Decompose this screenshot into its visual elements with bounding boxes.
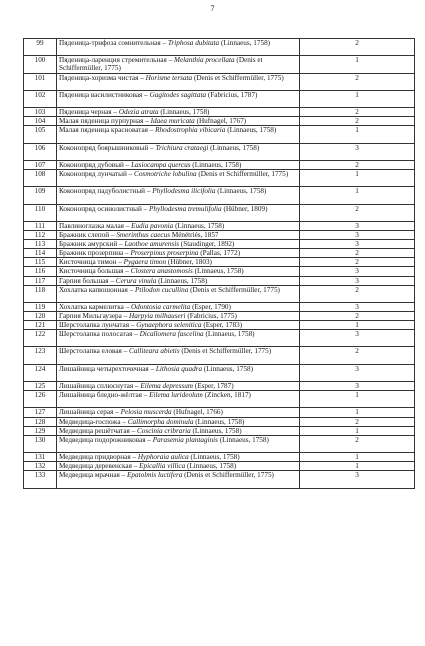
table-row [24, 347, 415, 364]
species-author: (Linnaeus, 1758) [194, 267, 244, 276]
russian-name: Коконопряд лунчатый [59, 170, 127, 179]
species-name-cell: Бражник слепой – Smerinthus caecus Ménétriés, 1857 [57, 231, 300, 240]
category-value: 2 [300, 249, 415, 258]
latin-name: Coscinia cribraria [137, 426, 191, 435]
species-author: (Linnaeus, 1758) [227, 126, 277, 135]
table-row [24, 426, 415, 435]
russian-name: Коконопряд дубовый [59, 160, 124, 169]
category-value: 3 [300, 267, 415, 276]
row-number: 116 [24, 267, 57, 276]
species-author: (Denis et Schiffermüller, 1775) [184, 471, 274, 480]
category-value: 3 [300, 231, 415, 240]
table-row [24, 435, 415, 452]
species-author: (Zincken, 1817) [204, 391, 251, 400]
latin-name: Lasiocampa quercus [131, 160, 191, 169]
category-value: 2 [300, 117, 415, 126]
russian-name: Пяденица-ларенция стремительная [59, 56, 167, 65]
species-name-cell: Коконопряд дубовый – Lasiocampa quercus (Linnaeus, 1758) [57, 160, 300, 169]
row-number: 110 [24, 204, 57, 221]
category-value: 1 [300, 90, 415, 107]
row-number: 120 [24, 312, 57, 321]
latin-name: Calliteara abietis [129, 347, 180, 356]
russian-name: Хохлатка капюшонная [59, 285, 128, 294]
row-number: 102 [24, 90, 57, 107]
table-row [24, 462, 415, 471]
russian-name: Медведица-госпожа [59, 417, 121, 426]
category-value: 1 [300, 462, 415, 471]
category-value: 2 [300, 312, 415, 321]
row-number: 105 [24, 126, 57, 143]
species-name-cell: Малая пяденица красноватая – Rhodostrophia vibicaria (Linnaeus, 1758) [57, 126, 300, 143]
table-row [24, 73, 415, 90]
row-number: 100 [24, 56, 57, 73]
table-row [24, 39, 415, 56]
species-author: (Esper, 1787) [194, 382, 234, 391]
species-author: (Hübner, 1809) [223, 204, 268, 213]
table-row [24, 417, 415, 426]
species-author: (Hufnagel, 1766) [173, 408, 223, 417]
table-row [24, 364, 415, 381]
row-number: 103 [24, 108, 57, 117]
row-number: 113 [24, 240, 57, 249]
row-number: 118 [24, 285, 57, 302]
species-name-cell: Коконопряд лунчатый – Cosmotriche lobulina (Denis et Schiffermüller, 1775) [57, 170, 300, 187]
table-row [24, 408, 415, 417]
row-number: 126 [24, 391, 57, 408]
russian-name: Коконопряд падуболистный [59, 187, 146, 196]
category-value: 1 [300, 453, 415, 462]
species-author: (Fabricius, 1775) [187, 312, 237, 320]
table-row [24, 221, 415, 230]
table-row [24, 204, 415, 221]
species-author: (Linnaeus, 1758) [195, 417, 245, 426]
row-number: 109 [24, 187, 57, 204]
russian-name: Бражник прозерпина [59, 249, 124, 258]
species-name-cell: Гарпия большая – Cerura vinula (Linnaeus, 1758) [57, 276, 300, 285]
category-value: 2 [300, 417, 415, 426]
table-row [24, 382, 415, 391]
russian-name: Павлиноглазка малая [59, 221, 124, 230]
row-number: 128 [24, 417, 57, 426]
latin-name: Ptilodon cucullina [135, 285, 189, 294]
category-value: 3 [300, 221, 415, 230]
latin-name: Lithosia quadra [155, 364, 203, 373]
category-value: 1 [300, 170, 415, 187]
table-row [24, 249, 415, 258]
russian-name: Пяденица василистниковая [59, 90, 143, 99]
species-name-cell: Коконопряд падуболистный – Phyllodesma ilicifolia (Linnaeus, 1758) [57, 187, 300, 204]
species-name-cell: Пяденица василистниковая – Gagitodes sagittata (Fabricius, 1787) [57, 90, 300, 107]
species-author: (Linnaeus, 1758) [175, 221, 225, 230]
row-number: 119 [24, 302, 57, 311]
category-value: 3 [300, 471, 415, 488]
latin-name: Harpyia milhauseri [129, 312, 186, 320]
row-number: 125 [24, 382, 57, 391]
table-row [24, 312, 415, 321]
table-row [24, 117, 415, 126]
table-row [24, 321, 415, 330]
species-name-cell: Хохлатка кармелитка – Odontosia carmelita (Esper, 1790) [57, 302, 300, 311]
species-name-cell: Кисточница большая – Clostera anastomosis (Linnaeus, 1758) [57, 267, 300, 276]
row-number: 117 [24, 276, 57, 285]
latin-name: Odontosia carmelita [130, 302, 191, 311]
species-name-cell: Шерстолапка полосатая – Dicallomera fascelina (Linnaeus, 1758) [57, 330, 300, 347]
russian-name: Коконопряд осинолистный [59, 204, 142, 213]
species-name-cell: Лишайница бледно-жёлтая – Eilema lurideolum (Zincken, 1817) [57, 391, 300, 408]
latin-name: Proserpinus proserpina [130, 249, 199, 258]
species-name-cell: Бражник прозерпина – Proserpinus proserpina (Pallas, 1772) [57, 249, 300, 258]
category-value: 3 [300, 364, 415, 381]
row-number: 124 [24, 364, 57, 381]
table-row [24, 143, 415, 160]
species-author: (Linnaeus, 1758) [192, 160, 242, 169]
row-number: 131 [24, 453, 57, 462]
latin-name: Eudia pavonia [131, 221, 174, 230]
row-number: 129 [24, 426, 57, 435]
category-value: 2 [300, 285, 415, 302]
russian-name: Шерстолапка еловая [59, 347, 122, 356]
latin-name: Melanthia procellata [174, 56, 235, 65]
category-value: 1 [300, 56, 415, 73]
species-name-cell: Медведица-госпожа – Callimorpha dominula (Linnaeus, 1758) [57, 417, 300, 426]
species-author: (Esper, 1790) [192, 302, 231, 311]
species-author: (Esper, 1783) [203, 321, 243, 330]
russian-name: Шерстолапка лунчатая [59, 321, 130, 330]
latin-name: Rhodostrophia vibicaria [155, 126, 226, 135]
latin-name: Eilema lurideolum [149, 391, 203, 400]
latin-name: Cosmotriche lobulina [134, 170, 197, 179]
category-value: 2 [300, 73, 415, 90]
latin-name: Pelosia muscerda [120, 408, 172, 417]
table-row [24, 126, 415, 143]
page-number: 7 [210, 4, 215, 13]
category-value: 1 [300, 187, 415, 204]
species-name-cell: Медведица деревенская – Epicallia villica (Linnaeus, 1758) [57, 462, 300, 471]
species-author: (Linnaeus, 1758) [187, 462, 237, 471]
table-row [24, 267, 415, 276]
russian-name: Пяденица-трифоза сомнительная [59, 39, 161, 47]
latin-name: Eilema depressum [140, 382, 193, 391]
latin-name: Trichiura crataegi [155, 143, 209, 152]
species-author: (Linnaeus, 1758) [217, 187, 267, 196]
latin-name: Epicallia villica [139, 462, 186, 471]
row-number: 107 [24, 160, 57, 169]
category-value: 2 [300, 160, 415, 169]
species-table [23, 38, 415, 489]
latin-name: Phyllodesma tremulifolia [149, 204, 222, 213]
russian-name: Шерстолапка полосатая [59, 330, 133, 339]
latin-name: Horisme tersata [145, 73, 193, 82]
species-author: (Linnaeus, 1758) [219, 435, 269, 444]
latin-name: Phyllodesma ilicifolia [152, 187, 216, 196]
russian-name: Медведица мрачная [59, 471, 120, 480]
category-value: 2 [300, 204, 415, 221]
latin-name: Smerinthus caecus [116, 231, 171, 240]
category-value: 2 [300, 347, 415, 364]
table-row [24, 285, 415, 302]
species-name-cell: Лишайница серая – Pelosia muscerda (Hufnagel, 1766) [57, 408, 300, 417]
russian-name: Кисточница тимон [59, 258, 117, 267]
species-name-cell: Медведица решётчатая – Coscinia cribraria (Linnaeus, 1758) [57, 426, 300, 435]
row-number: 122 [24, 330, 57, 347]
category-value: 1 [300, 391, 415, 408]
species-author: (Linnaeus, 1758) [203, 364, 253, 373]
species-author: (Hübner, 1803) [167, 258, 212, 267]
species-author: (Linnaeus, 1758) [160, 108, 210, 117]
table-row [24, 187, 415, 204]
row-number: 112 [24, 231, 57, 240]
latin-name: Dicallomera fascelina [139, 330, 204, 339]
latin-name: Cerura vinula [115, 276, 157, 285]
species-author: (Staudinger, 1892) [180, 240, 235, 249]
russian-name: Медведица придворная [59, 453, 131, 462]
category-value: 3 [300, 330, 415, 347]
species-author: (Denis et Schiffermüller, 1775) [198, 170, 289, 179]
species-name-cell: Пяденица-трифоза сомнительная – Triphosa dubitata (Linnaeus, 1758) [57, 39, 300, 56]
row-number: 114 [24, 249, 57, 258]
table-row [24, 330, 415, 347]
species-name-cell: Пяденица черная – Odezia atrata (Linnaeus, 1758) [57, 108, 300, 117]
russian-name: Лишайница сплюснутая [59, 382, 134, 391]
species-name-cell: Пяденица-ларенция стремительная – Melanthia procellata (Denis et Schiffermüller, 1775) [57, 56, 300, 73]
category-value: 1 [300, 408, 415, 417]
species-author: (Fabricius, 1787) [207, 90, 258, 99]
table-row [24, 108, 415, 117]
species-author: Ménétriés, 1857 [171, 231, 219, 240]
table-row [24, 231, 415, 240]
category-value: 1 [300, 126, 415, 143]
category-value: 3 [300, 143, 415, 160]
russian-name: Лишайница бледно-жёлтая [59, 391, 142, 400]
table-row [24, 391, 415, 408]
category-value: 3 [300, 382, 415, 391]
row-number: 132 [24, 462, 57, 471]
latin-name: Parasemia plantaginis [152, 435, 218, 444]
species-author: (Linnaeus, 1758) [158, 276, 208, 285]
latin-name: Idaea muricata [150, 117, 195, 126]
russian-name: Гарпия большая [59, 276, 109, 285]
russian-name: Хохлатка кармелитка [59, 302, 124, 311]
row-number: 108 [24, 170, 57, 187]
species-table-body [24, 39, 415, 489]
species-name-cell: Малая пяденица пурпурная – Idaea muricata (Hufnagel, 1767) [57, 117, 300, 126]
latin-name: Clostera anastomosis [130, 267, 193, 276]
species-name-cell: Гарпия Мильгаузера – Harpyia milhauseri (Fabricius, 1775) [57, 312, 300, 321]
category-value: 2 [300, 39, 415, 56]
species-name-cell: Пяденица-хоризма чистая – Horisme tersata (Denis et Schiffermüller, 1775) [57, 73, 300, 90]
russian-name: Медведица решётчатая [59, 426, 130, 435]
species-name-cell: Шерстолапка еловая – Calliteara abietis (Denis et Schiffermüller, 1775) [57, 347, 300, 364]
category-value: 2 [300, 258, 415, 267]
species-author: (Denis et Schiffermüller, 1775) [181, 347, 272, 356]
table-row [24, 276, 415, 285]
latin-name: Pygaera timon [123, 258, 167, 267]
russian-name: Пяденица черная [59, 108, 112, 117]
table-row [24, 240, 415, 249]
table-row [24, 160, 415, 169]
latin-name: Triphosa dubitata [167, 39, 220, 47]
latin-name: Callimorpha dominula [127, 417, 194, 426]
row-number: 106 [24, 143, 57, 160]
species-author: (Denis et Schiffermüller, 1775) [190, 285, 280, 294]
row-number: 104 [24, 117, 57, 126]
russian-name: Лишайница четырехточечная [59, 364, 149, 373]
category-value: 3 [300, 276, 415, 285]
species-author: (Linnaeus, 1758) [190, 453, 240, 462]
russian-name: Малая пяденица пурпурная [59, 117, 144, 126]
table-row [24, 471, 415, 488]
latin-name: Gynaephora selenitica [136, 321, 202, 330]
species-name-cell: Лишайница сплюснутая – Eilema depressum (Esper, 1787) [57, 382, 300, 391]
row-number: 115 [24, 258, 57, 267]
row-number: 123 [24, 347, 57, 364]
table-row [24, 56, 415, 73]
latin-name: Hyphoraia aulica [137, 453, 189, 462]
russian-name: Коконопряд боярышниковый [59, 143, 149, 152]
latin-name: Epatolmis luctifera [127, 471, 183, 480]
row-number: 99 [24, 39, 57, 56]
species-author: (Pallas, 1772) [200, 249, 241, 258]
category-value: 3 [300, 240, 415, 249]
species-author: (Linnaeus, 1758) [192, 426, 242, 435]
category-value: 1 [300, 321, 415, 330]
species-name-cell: Медведица придворная – Hyphoraia aulica (Linnaeus, 1758) [57, 453, 300, 462]
species-author: (Denis et Schiffermüller, 1775) [59, 56, 263, 73]
category-value: 2 [300, 108, 415, 117]
species-author: (Linnaeus, 1758) [210, 143, 260, 152]
species-author: (Denis et Schiffermüller, 1775) [193, 73, 284, 82]
russian-name: Бражник слепой [59, 231, 110, 240]
table-row [24, 170, 415, 187]
species-author: (Linnaeus, 1758) [220, 39, 271, 47]
table-row [24, 453, 415, 462]
category-value: 1 [300, 426, 415, 435]
russian-name: Кисточница большая [59, 267, 124, 276]
category-value: 2 [300, 435, 415, 452]
species-name-cell: Шерстолапка лунчатая – Gynaephora selenitica (Esper, 1783) [57, 321, 300, 330]
table-row [24, 90, 415, 107]
species-name-cell: Коконопряд осинолистный – Phyllodesma tremulifolia (Hübner, 1809) [57, 204, 300, 221]
russian-name: Гарпия Мильгаузера [59, 312, 122, 320]
latin-name: Laothoe amurensis [124, 240, 179, 249]
species-name-cell: Павлиноглазка малая – Eudia pavonia (Linnaeus, 1758) [57, 221, 300, 230]
species-name-cell: Кисточница тимон – Pygaera timon (Hübner, 1803) [57, 258, 300, 267]
species-author: (Linnaeus, 1758) [205, 330, 255, 339]
species-name-cell: Медведица подорожниковая – Parasemia plantaginis (Linnaeus, 1758) [57, 435, 300, 452]
row-number: 121 [24, 321, 57, 330]
russian-name: Лишайница серая [59, 408, 114, 417]
table-row [24, 258, 415, 267]
row-number: 127 [24, 408, 57, 417]
row-number: 101 [24, 73, 57, 90]
row-number: 133 [24, 471, 57, 488]
russian-name: Бражник амурский [59, 240, 118, 249]
species-author: (Hufnagel, 1767) [196, 117, 247, 126]
species-name-cell: Коконопряд боярышниковый – Trichiura crataegi (Linnaeus, 1758) [57, 143, 300, 160]
species-name-cell: Хохлатка капюшонная – Ptilodon cucullina (Denis et Schiffermüller, 1775) [57, 285, 300, 302]
table-row [24, 302, 415, 311]
species-name-cell: Лишайница четырехточечная – Lithosia quadra (Linnaeus, 1758) [57, 364, 300, 381]
row-number: 130 [24, 435, 57, 452]
latin-name: Odezia atrata [118, 108, 159, 117]
category-value: 3 [300, 302, 415, 311]
latin-name: Gagitodes sagittata [149, 90, 207, 99]
russian-name: Пяденица-хоризма чистая [59, 73, 139, 82]
russian-name: Малая пяденица красноватая [59, 126, 148, 135]
species-name-cell: Медведица мрачная – Epatolmis luctifera (Denis et Schiffermüller, 1775) [57, 471, 300, 488]
russian-name: Медведица подорожниковая [59, 435, 146, 444]
row-number: 111 [24, 221, 57, 230]
species-name-cell: Бражник амурский – Laothoe amurensis (Staudinger, 1892) [57, 240, 300, 249]
russian-name: Медведица деревенская [59, 462, 132, 471]
